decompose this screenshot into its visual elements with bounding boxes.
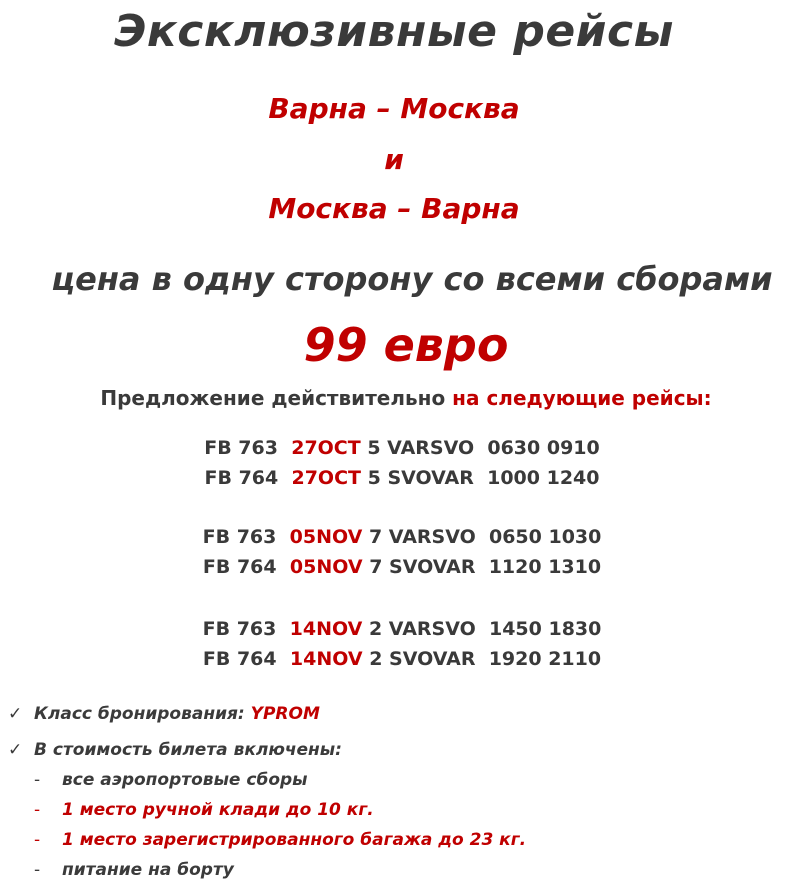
flight-row bbox=[8, 467, 788, 489]
flight-details: 5 SVOVAR 1000 1240 bbox=[367, 467, 600, 489]
booking-class-item bbox=[8, 704, 320, 724]
flight-row bbox=[8, 648, 788, 670]
offer-highlight: на следующие рейсы: bbox=[452, 386, 712, 410]
included-list-item bbox=[34, 860, 234, 880]
dash-icon: - bbox=[34, 770, 41, 790]
page-title: Эксклюзивные рейсы bbox=[114, 6, 674, 57]
included-list-item bbox=[34, 830, 526, 850]
included-text: все аэропортовые сборы bbox=[62, 770, 308, 790]
flight-date: 05NOV bbox=[289, 556, 363, 578]
flight-date: 27OCT bbox=[291, 437, 361, 459]
flight-date: 27OCT bbox=[291, 467, 361, 489]
route-varna-moscow: Варна – Москва bbox=[268, 92, 520, 125]
flight-details: 7 VARSVO 0650 1030 bbox=[368, 526, 602, 548]
included-text: питание на борту bbox=[62, 860, 234, 880]
flight-code: FB 764 bbox=[204, 467, 279, 489]
included-item bbox=[8, 740, 342, 760]
flight-date: 05NOV bbox=[289, 526, 363, 548]
flight-details: 2 VARSVO 1450 1830 bbox=[368, 618, 602, 640]
dash-icon: - bbox=[34, 860, 41, 880]
flight-code: FB 764 bbox=[202, 648, 277, 670]
booking-value: YPROM bbox=[250, 704, 320, 724]
included-list-item bbox=[34, 800, 374, 820]
included-label: В стоимость билета включены: bbox=[34, 740, 342, 760]
included-text: 1 место ручной клади до 10 кг. bbox=[62, 800, 374, 820]
dash-icon: - bbox=[34, 800, 41, 820]
flight-row bbox=[8, 556, 788, 578]
flight-code: FB 763 bbox=[202, 526, 277, 548]
check-icon: ✓ bbox=[8, 740, 23, 760]
flight-row bbox=[8, 437, 788, 459]
dash-icon: - bbox=[34, 830, 41, 850]
included-list-item bbox=[34, 770, 308, 790]
flight-date: 14NOV bbox=[289, 648, 363, 670]
check-icon: ✓ bbox=[8, 704, 23, 724]
flight-code: FB 763 bbox=[204, 437, 278, 459]
price-label: цена в одну сторону со всеми сборами bbox=[51, 260, 773, 298]
flight-date: 14NOV bbox=[289, 618, 363, 640]
flight-details: 7 SVOVAR 1120 1310 bbox=[369, 556, 602, 578]
offer-text: Предложение действительно bbox=[100, 386, 446, 410]
route-connector: и bbox=[384, 143, 404, 176]
included-text: 1 место зарегистрированного багажа до 23 кг. bbox=[62, 830, 527, 850]
offer-line bbox=[12, 386, 788, 410]
flight-row bbox=[8, 526, 788, 548]
price-value: 99 евро bbox=[303, 318, 509, 372]
flight-details: 2 SVOVAR 1920 2110 bbox=[369, 648, 602, 670]
flight-details: 5 VARSVO 0630 0910 bbox=[367, 437, 600, 459]
flight-row bbox=[8, 618, 788, 640]
flight-code: FB 764 bbox=[202, 556, 277, 578]
booking-label: Класс бронирования: bbox=[34, 704, 245, 724]
route-moscow-varna: Москва – Варна bbox=[268, 192, 520, 225]
flight-code: FB 763 bbox=[202, 618, 277, 640]
